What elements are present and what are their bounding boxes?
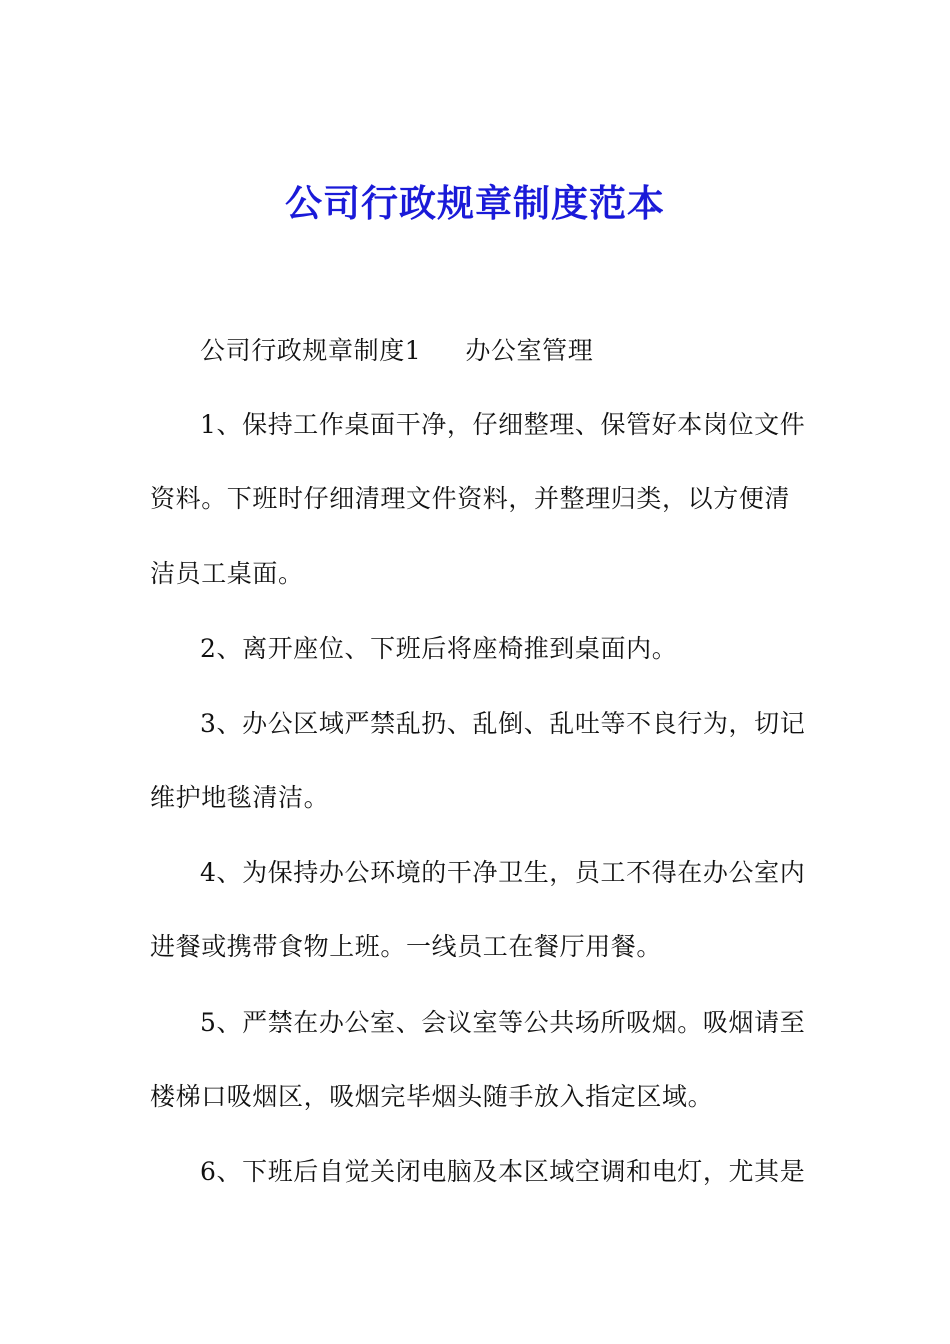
paragraph-line: 4、为保持办公环境的干净卫生，员工不得在办公室内 — [200, 858, 806, 887]
paragraph-line: 维护地毯清洁。 — [150, 783, 330, 812]
section-heading — [200, 331, 593, 371]
paragraph-line: 3、办公区域严禁乱扔、乱倒、乱吐等不良行为，切记 — [200, 709, 806, 738]
section-heading-subtitle: 办公室管理 — [465, 336, 594, 365]
paragraph-line: 资料。下班时仔细清理文件资料，并整理归类，以方便清 — [150, 484, 791, 513]
paragraph-line: 2、离开座位、下班后将座椅推到桌面内。 — [200, 634, 678, 663]
paragraph-line: 进餐或携带食物上班。一线员工在餐厅用餐。 — [150, 932, 663, 961]
document-title: 公司行政规章制度范本 — [285, 182, 665, 225]
paragraph-line: 楼梯口吸烟区，吸烟完毕烟头随手放入指定区域。 — [150, 1082, 714, 1111]
paragraph-line: 6、下班后自觉关闭电脑及本区域空调和电灯，尤其是 — [200, 1157, 806, 1186]
paragraph-line: 1、保持工作桌面干净，仔细整理、保管好本岗位文件 — [200, 410, 806, 439]
section-heading-label: 公司行政规章制度1 — [200, 336, 422, 365]
paragraph-line: 5、严禁在办公室、会议室等公共场所吸烟。吸烟请至 — [200, 1008, 806, 1037]
paragraph-line: 洁员工桌面。 — [150, 559, 304, 588]
